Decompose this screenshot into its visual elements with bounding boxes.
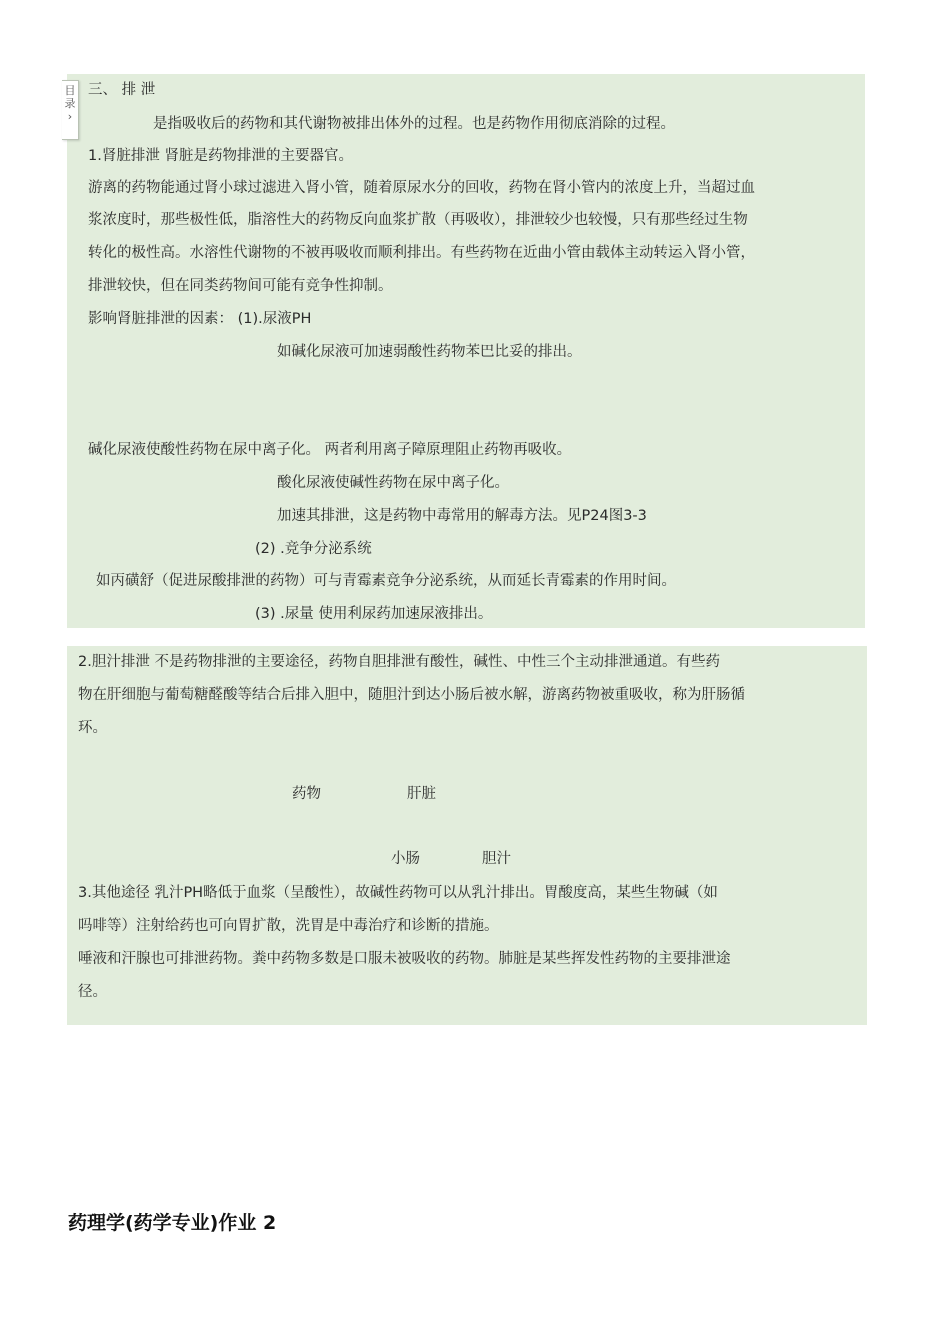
text-line: 加速其排泄，这是药物中毒常用的解毒方法。见P24图3-3 xyxy=(277,508,647,524)
text-line: 浆浓度时，那些极性低，脂溶性大的药物反向血浆扩散（再吸收），排泄较少也较慢，只有那些经过生物 xyxy=(88,212,748,228)
text-line: 排泄较快，但在同类药物间可能有竞争性抑制。 xyxy=(88,278,393,294)
text-line: 唾液和汗腺也可排泄药物。粪中药物多数是口服未被吸收的药物。肺脏是某些挥发性药物的主要排泄途 xyxy=(78,951,731,967)
diagram-label-drug: 药物 xyxy=(292,786,321,802)
text-line: 碱化尿液使酸性药物在尿中离子化。 两者利用离子障原理阻止药物再吸收。 xyxy=(88,442,572,458)
toc-tab-char-1: 目 xyxy=(64,84,76,97)
page-heading: 药理学(药学专业)作业 2 xyxy=(68,1212,277,1234)
text-line: 物在肝细胞与葡萄糖醛酸等结合后排入胆中，随胆汁到达小肠后被水解，游离药物被重吸收，称为肝肠循 xyxy=(78,687,745,703)
chevron-right-icon: › xyxy=(67,110,73,123)
text-line: 吗啡等）注射给药也可向胃扩散，洗胃是中毒治疗和诊断的措施。 xyxy=(78,918,499,934)
toc-tab-char-2: 录 xyxy=(64,97,76,110)
diagram-label-bile: 胆汁 xyxy=(482,851,511,867)
diagram-label-liver: 肝脏 xyxy=(407,786,436,802)
text-line: 如丙磺舒（促进尿酸排泄的药物）可与青霉素竞争分泌系统，从而延长青霉素的作用时间。 xyxy=(96,573,676,589)
text-line: 转化的极性高。水溶性代谢物的不被再吸收而顺利排出。有些药物在近曲小管由载体主动转运入肾小管， xyxy=(88,245,755,261)
text-line: 影响肾脏排泄的因素： (1).尿液PH xyxy=(88,311,312,327)
toc-side-tab[interactable] xyxy=(62,80,79,140)
text-line: 游离的药物能通过肾小球过滤进入肾小管，随着原尿水分的回收，药物在肾小管内的浓度上升，当超过血 xyxy=(88,180,755,196)
text-line: 如碱化尿液可加速弱酸性药物苯巴比妥的排出。 xyxy=(277,344,582,360)
text-line: 2.胆汁排泄 不是药物排泄的主要途径，药物自胆排泄有酸性，碱性、中性三个主动排泄通道。有些药 xyxy=(78,654,720,670)
text-line: 3.其他途径 乳汁PH略低于血浆（呈酸性），故碱性药物可以从乳汁排出。胃酸度高，某些生物碱（如 xyxy=(78,885,718,901)
text-line: 酸化尿液使碱性药物在尿中离子化。 xyxy=(277,475,509,491)
text-line: 径。 xyxy=(78,984,107,1000)
text-line: (3) .尿量 使用利尿药加速尿液排出。 xyxy=(255,606,493,622)
text-line: (2) .竞争分泌系统 xyxy=(255,541,372,557)
section-title: 三、 排 泄 xyxy=(88,82,156,98)
text-line: 是指吸收后的药物和其代谢物被排出体外的过程。也是药物作用彻底消除的过程。 xyxy=(153,116,675,132)
text-line: 1.肾脏排泄 肾脏是药物排泄的主要器官。 xyxy=(88,148,353,164)
text-line: 环。 xyxy=(78,720,107,736)
diagram-label-intestine: 小肠 xyxy=(391,851,420,867)
